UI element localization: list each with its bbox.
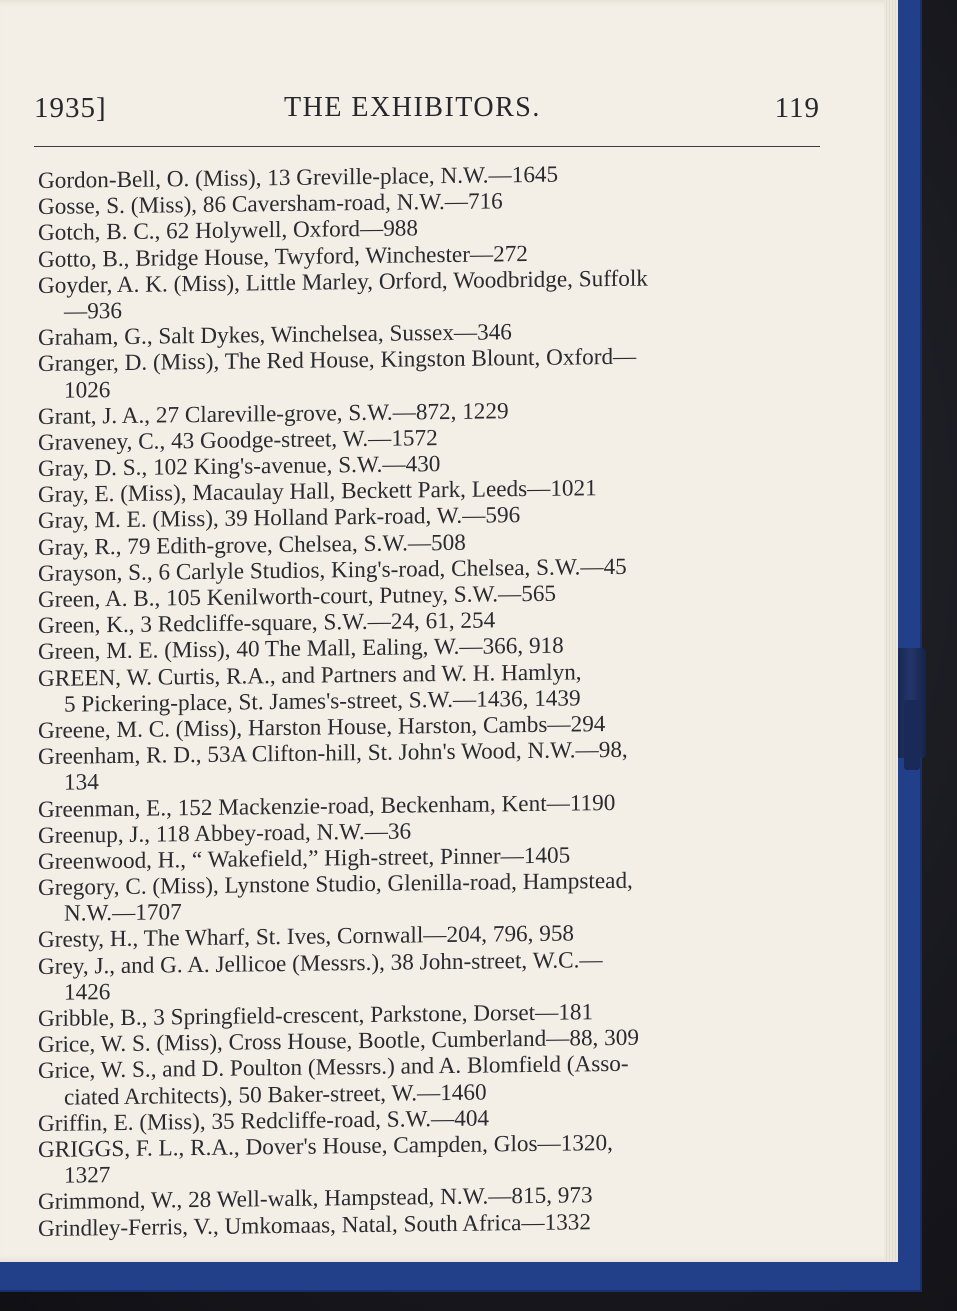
exhibitor-entry: Gray, M. E. (Miss), 39 Holland Park-road, W.—596: [38, 502, 521, 535]
exhibitor-entry: Gray, D. S., 102 King's-avenue, S.W.—430: [38, 451, 441, 483]
exhibitor-entry: Greenman, E., 152 Mackenzie-road, Beckenham, Kent—1190: [38, 789, 616, 823]
exhibitor-entry: Gribble, B., 3 Springfield-crescent, Parkstone, Dorset—181: [38, 999, 594, 1032]
exhibitor-entry-continuation: 1426: [64, 978, 111, 1006]
exhibitor-entry: Gotch, B. C., 62 Holywell, Oxford—988: [38, 215, 418, 247]
exhibitor-entry: Griffin, E. (Miss), 35 Redcliffe-road, S.W.—404: [38, 1105, 490, 1137]
exhibitor-entry: Green, A. B., 105 Kenilworth-court, Putney, S.W.—565: [38, 580, 557, 613]
exhibitor-entry-continuation: —936: [64, 297, 122, 325]
exhibitor-entry: Graham, G., Salt Dykes, Winchelsea, Sussex—346: [38, 319, 512, 352]
exhibitor-entry-continuation: ciated Architects), 50 Baker-street, W.—1460: [64, 1079, 487, 1111]
exhibitor-entry: Grice, W. S., and D. Poulton (Messrs.) and A. Blomfield (Asso-: [38, 1051, 629, 1085]
exhibitor-entry: Gray, R., 79 Edith-grove, Chelsea, S.W.—508: [38, 529, 466, 561]
exhibitor-entry: Gray, E. (Miss), Macaulay Hall, Beckett Park, Leeds—1021: [38, 475, 597, 509]
exhibitor-entry: Greenup, J., 118 Abbey-road, N.W.—36: [38, 818, 412, 849]
ribbon-bookmark-tail: [904, 700, 920, 770]
exhibitor-entry: Grindley-Ferris, V., Umkomaas, Natal, South Africa—1332: [38, 1208, 591, 1242]
exhibitor-entry: Green, K., 3 Redcliffe-square, S.W.—24, 61, 254: [38, 607, 496, 640]
exhibitor-entry: Greene, M. C. (Miss), Harston House, Harston, Cambs—294: [38, 711, 606, 744]
exhibitor-entry: Greenham, R. D., 53A Clifton-hill, St. John's Wood, N.W.—98,: [38, 736, 628, 771]
exhibitor-list: [38, 158, 830, 1241]
header-year: 1935]: [34, 92, 107, 124]
exhibitor-entry-continuation: N.W.—1707: [64, 899, 182, 927]
page-number: 119: [774, 92, 820, 124]
exhibitor-entry: Grice, W. S. (Miss), Cross House, Bootle, Cumberland—88, 309: [38, 1024, 639, 1059]
exhibitor-entry: Grimmond, W., 28 Well-walk, Hampstead, N.W.—815, 973: [38, 1182, 593, 1216]
exhibitor-entry-continuation: 1327: [64, 1162, 111, 1189]
header-rule: [34, 146, 820, 147]
page-header: [34, 88, 820, 136]
exhibitor-entry: Grayson, S., 6 Carlyle Studios, King's-road, Chelsea, S.W.—45: [38, 553, 627, 587]
exhibitor-entry: Graveney, C., 43 Goodge-street, W.—1572: [38, 424, 438, 456]
exhibitor-entry: Greenwood, H., “ Wakefield,” High-street, Pinner—1405: [38, 842, 571, 875]
exhibitor-entry: Grey, J., and G. A. Jellicoe (Messrs.), 38 John-street, W.C.—: [38, 946, 603, 980]
exhibitor-entry: GREEN, W. Curtis, R.A., and Partners and W. H. Hamlyn,: [38, 658, 582, 692]
exhibitor-entry-continuation: 5 Pickering-place, St. James's-street, S.W.—1436, 1439: [64, 685, 581, 718]
exhibitor-entry-continuation: 1026: [64, 376, 111, 404]
exhibitor-entry: Gordon-Bell, O. (Miss), 13 Greville-place, N.W.—1645: [38, 161, 559, 194]
exhibitor-entry: Green, M. E. (Miss), 40 The Mall, Ealing, W.—366, 918: [38, 632, 564, 666]
exhibitor-entry: Gregory, C. (Miss), Lynstone Studio, Glenilla-road, Hampstead,: [38, 867, 633, 902]
exhibitor-entry: Goyder, A. K. (Miss), Little Marley, Orford, Woodbridge, Suffolk: [38, 265, 648, 299]
exhibitor-entry: Grant, J. A., 27 Clareville-grove, S.W.—872, 1229: [38, 397, 509, 430]
exhibitor-entry: Granger, D. (Miss), The Red House, Kingston Blount, Oxford—: [38, 344, 637, 378]
exhibitor-entry: Gotto, B., Bridge House, Twyford, Winchester—272: [38, 240, 528, 273]
exhibitor-entry-continuation: 134: [64, 769, 99, 796]
running-title: THE EXHIBITORS.: [284, 92, 541, 123]
exhibitor-entry: GRIGGS, F. L., R.A., Dover's House, Campden, Glos—1320,: [38, 1129, 613, 1163]
exhibitor-entry: Gresty, H., The Wharf, St. Ives, Cornwall—204, 796, 958: [38, 920, 575, 954]
page-edges: [884, 0, 898, 1262]
exhibitor-entry: Gosse, S. (Miss), 86 Caversham-road, N.W.—716: [38, 188, 503, 221]
